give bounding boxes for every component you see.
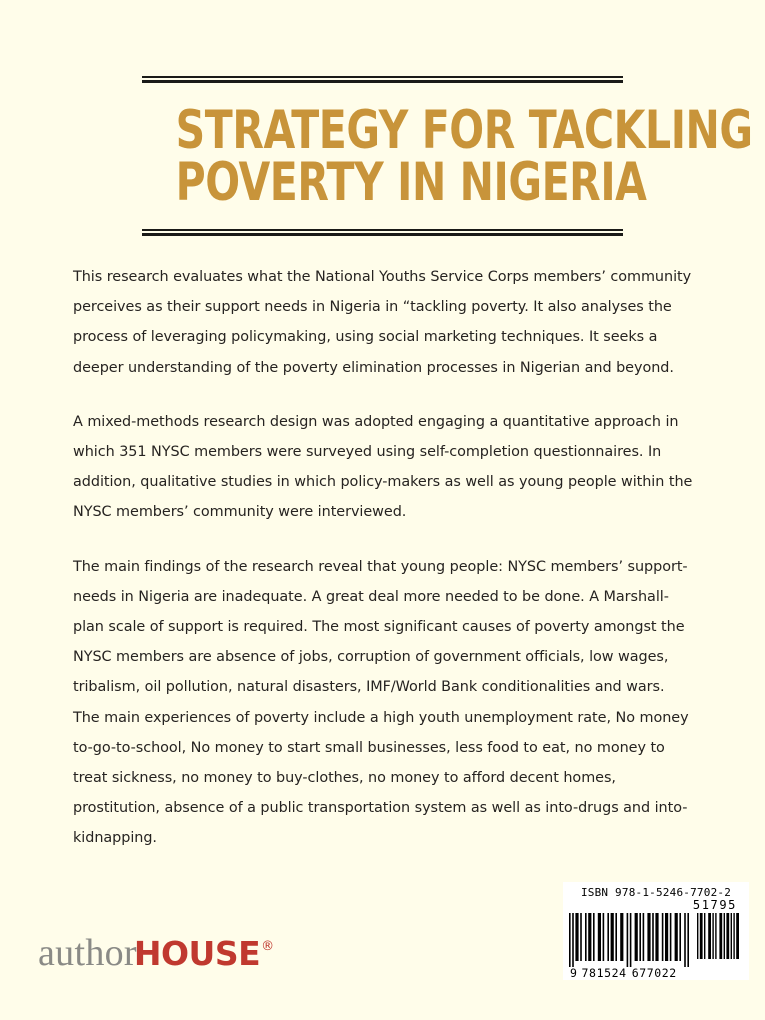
- registered-trademark-icon: ®: [261, 938, 275, 954]
- title-block: [142, 76, 753, 236]
- blurb-paragraph-3: The main findings of the research reveal that young people: NYSC members’ support-needs in Nigeria are inadequate. A great deal more needed to be done. A Marshall-plan scale of support is required. The most significant causes of poverty amongst the NYSC members are absence of jobs, corruption of government officials, low wages, tribalism, oil pollution, natural disasters, IMF/World Bank conditionalities and wars. The main experiences of poverty include a high youth unemployment rate, No money to-go-to-school, No money to start small businesses, less food to eat, no money to treat sickness, no money to buy-clothes, no money to afford decent homes, prostitution, absence of a public transportation system as well as into-drugs and into-kidnapping.: [73, 558, 689, 847]
- publisher-name-house: HOUSE: [133, 934, 261, 973]
- publisher-name-author: author: [38, 932, 137, 974]
- ean-digits-row: [569, 967, 743, 979]
- ean5-addon-barcode-icon: [697, 913, 739, 959]
- title-line-1: STRATEGY FOR TACKLING: [175, 100, 753, 161]
- blurb-text: [73, 262, 695, 854]
- title-rule-top: [142, 76, 623, 83]
- ean13-barcode-icon: [569, 913, 689, 967]
- ean-lead-digit: 9: [570, 966, 578, 980]
- publisher-logo: [38, 934, 273, 972]
- page-title: [175, 83, 753, 229]
- ean-group-1: 781524: [581, 966, 627, 980]
- barcode-block: [563, 882, 749, 980]
- price-code-label: 51795: [692, 898, 737, 912]
- title-line-2: POVERTY IN NIGERIA: [175, 151, 647, 213]
- ean-group-2: 677022: [631, 966, 677, 980]
- isbn-label: ISBN 978-1-5246-7702-2: [580, 886, 732, 899]
- title-rule-bottom: [142, 229, 623, 236]
- blurb-paragraph-2: A mixed-methods research design was adopted engaging a quantitative approach in which 351 NYSC members were surveyed using self-completion questionnaires. In addition, qualitative studies in which policy-makers as well as young people within the NYSC members’ community were interviewed.: [73, 413, 693, 521]
- blurb-paragraph-1: This research evaluates what the National Youths Service Corps members’ community perceives as their support needs in Nigeria in “tackling poverty. It also analyses the process of leveraging policymaking, using social marketing techniques. It seeks a deeper understanding of the poverty elimination processes in Nigerian and beyond.: [73, 269, 692, 376]
- barcode-bars-row: [569, 913, 743, 967]
